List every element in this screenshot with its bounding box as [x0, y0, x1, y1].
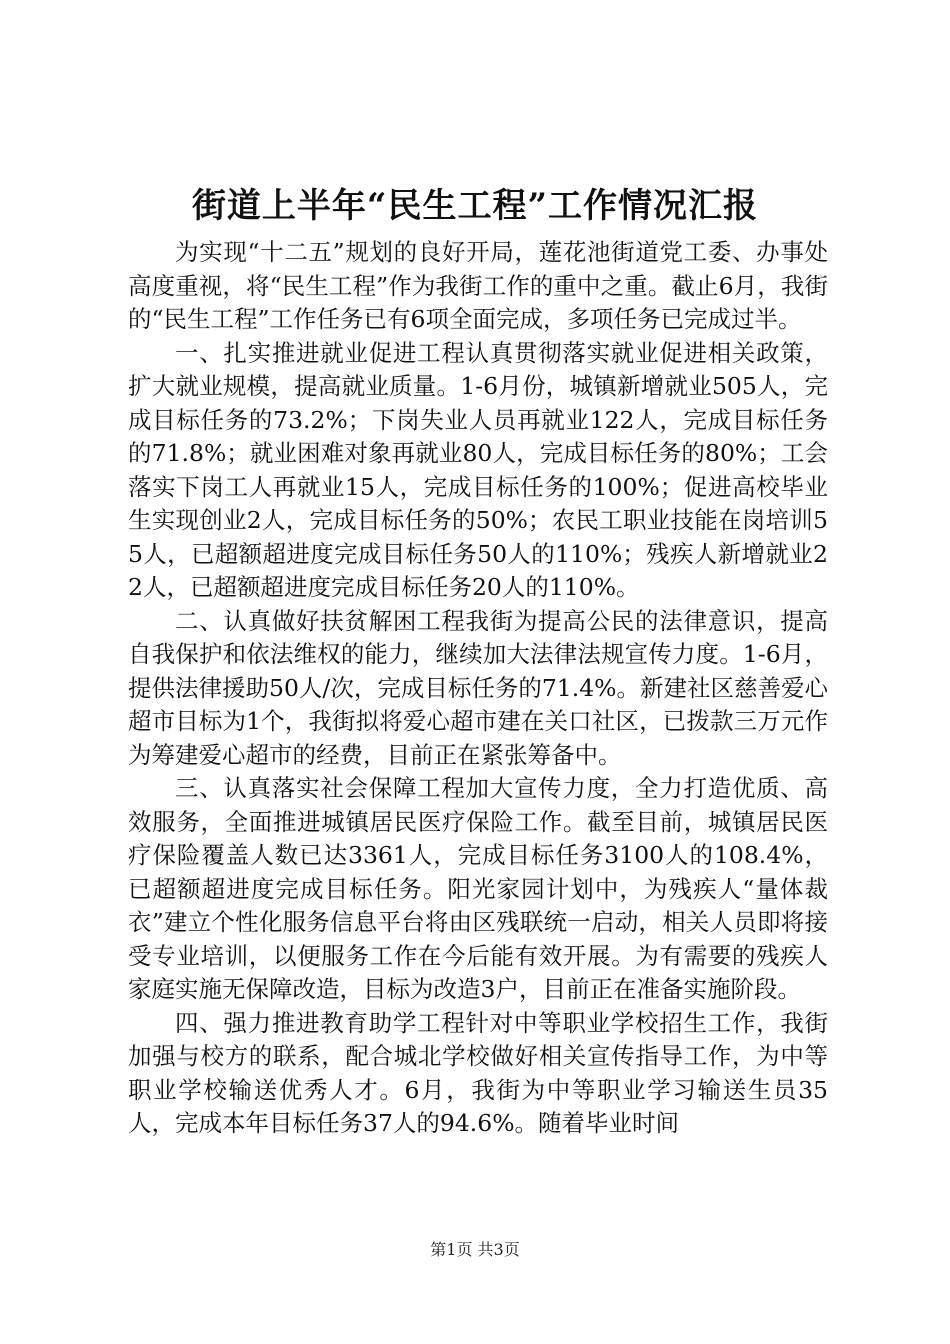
paragraph-social-security: 三、认真落实社会保障工程加大宣传力度，全力打造优质、高效服务，全面推进城镇居民医疗保险工作。截至目前，城镇居民医疗保险覆盖人数已达3361人，完成目标任务3100人的108.4%，已超额超进度完成目标任务。阳光家园计划中，为残疾人“量体裁衣”建立个性化服务信息平台将由区残联统一启动，相关人员即将接受专业培训，以便服务工作在今后能有效开展。为有需要的残疾人家庭实施无保障改造，目标为改造3户，目前正在准备实施阶段。 — [128, 774, 828, 1003]
paragraph-poverty-relief: 二、认真做好扶贫解困工程我街为提高公民的法律意识，提高自我保护和依法维权的能力，继续加大法律法规宣传力度。1-6月，提供法律援助50人/次，完成目标任务的71.4%。新建社区慈善爱心超市目标为1个，我街拟将爱心超市建在关口社区，已拨款三万元作为筹建爱心超市的经费，目前正在紧张筹备中。 — [128, 606, 828, 769]
paragraph-education: 四、强力推进教育助学工程针对中等职业学校招生工作，我街加强与校方的联系，配合城北学校做好相关宣传指导工作，为中等职业学校输送优秀人才。6月，我街为中等职业学习输送生员35人，完成本年目标任务37人的94.6%。随着毕业时间 — [128, 1008, 828, 1137]
document-body — [128, 236, 828, 1141]
page-footer: 第1页 共3页 — [430, 1240, 520, 1259]
document-title: 街道上半年“民生工程”工作情况汇报 — [191, 186, 759, 226]
paragraph-employment: 一、扎实推进就业促进工程认真贯彻落实就业促进相关政策，扩大就业规模，提高就业质量。1-6月份，城镇新增就业505人，完成目标任务的73.2%；下岗失业人员再就业122人，完成目标任务的71.8%；就业困难对象再就业80人，完成目标任务的80%；工会落实下岗工人再就业15人，完成目标任务的100%；促进高校毕业生实现创业2人，完成目标任务的50%；农民工职业技能在岗培训55人，已超额超进度完成目标任务50人的110%；残疾人新增就业22人，已超额超进度完成目标任务20人的110%。 — [128, 338, 828, 601]
paragraph-intro: 为实现“十二五”规划的良好开局，莲花池街道党工委、办事处高度重视，将“民生工程”作为我街工作的重中之重。截止6月，我街的“民生工程”工作任务已有6项全面完成，多项任务已完成过半。 — [128, 238, 828, 333]
